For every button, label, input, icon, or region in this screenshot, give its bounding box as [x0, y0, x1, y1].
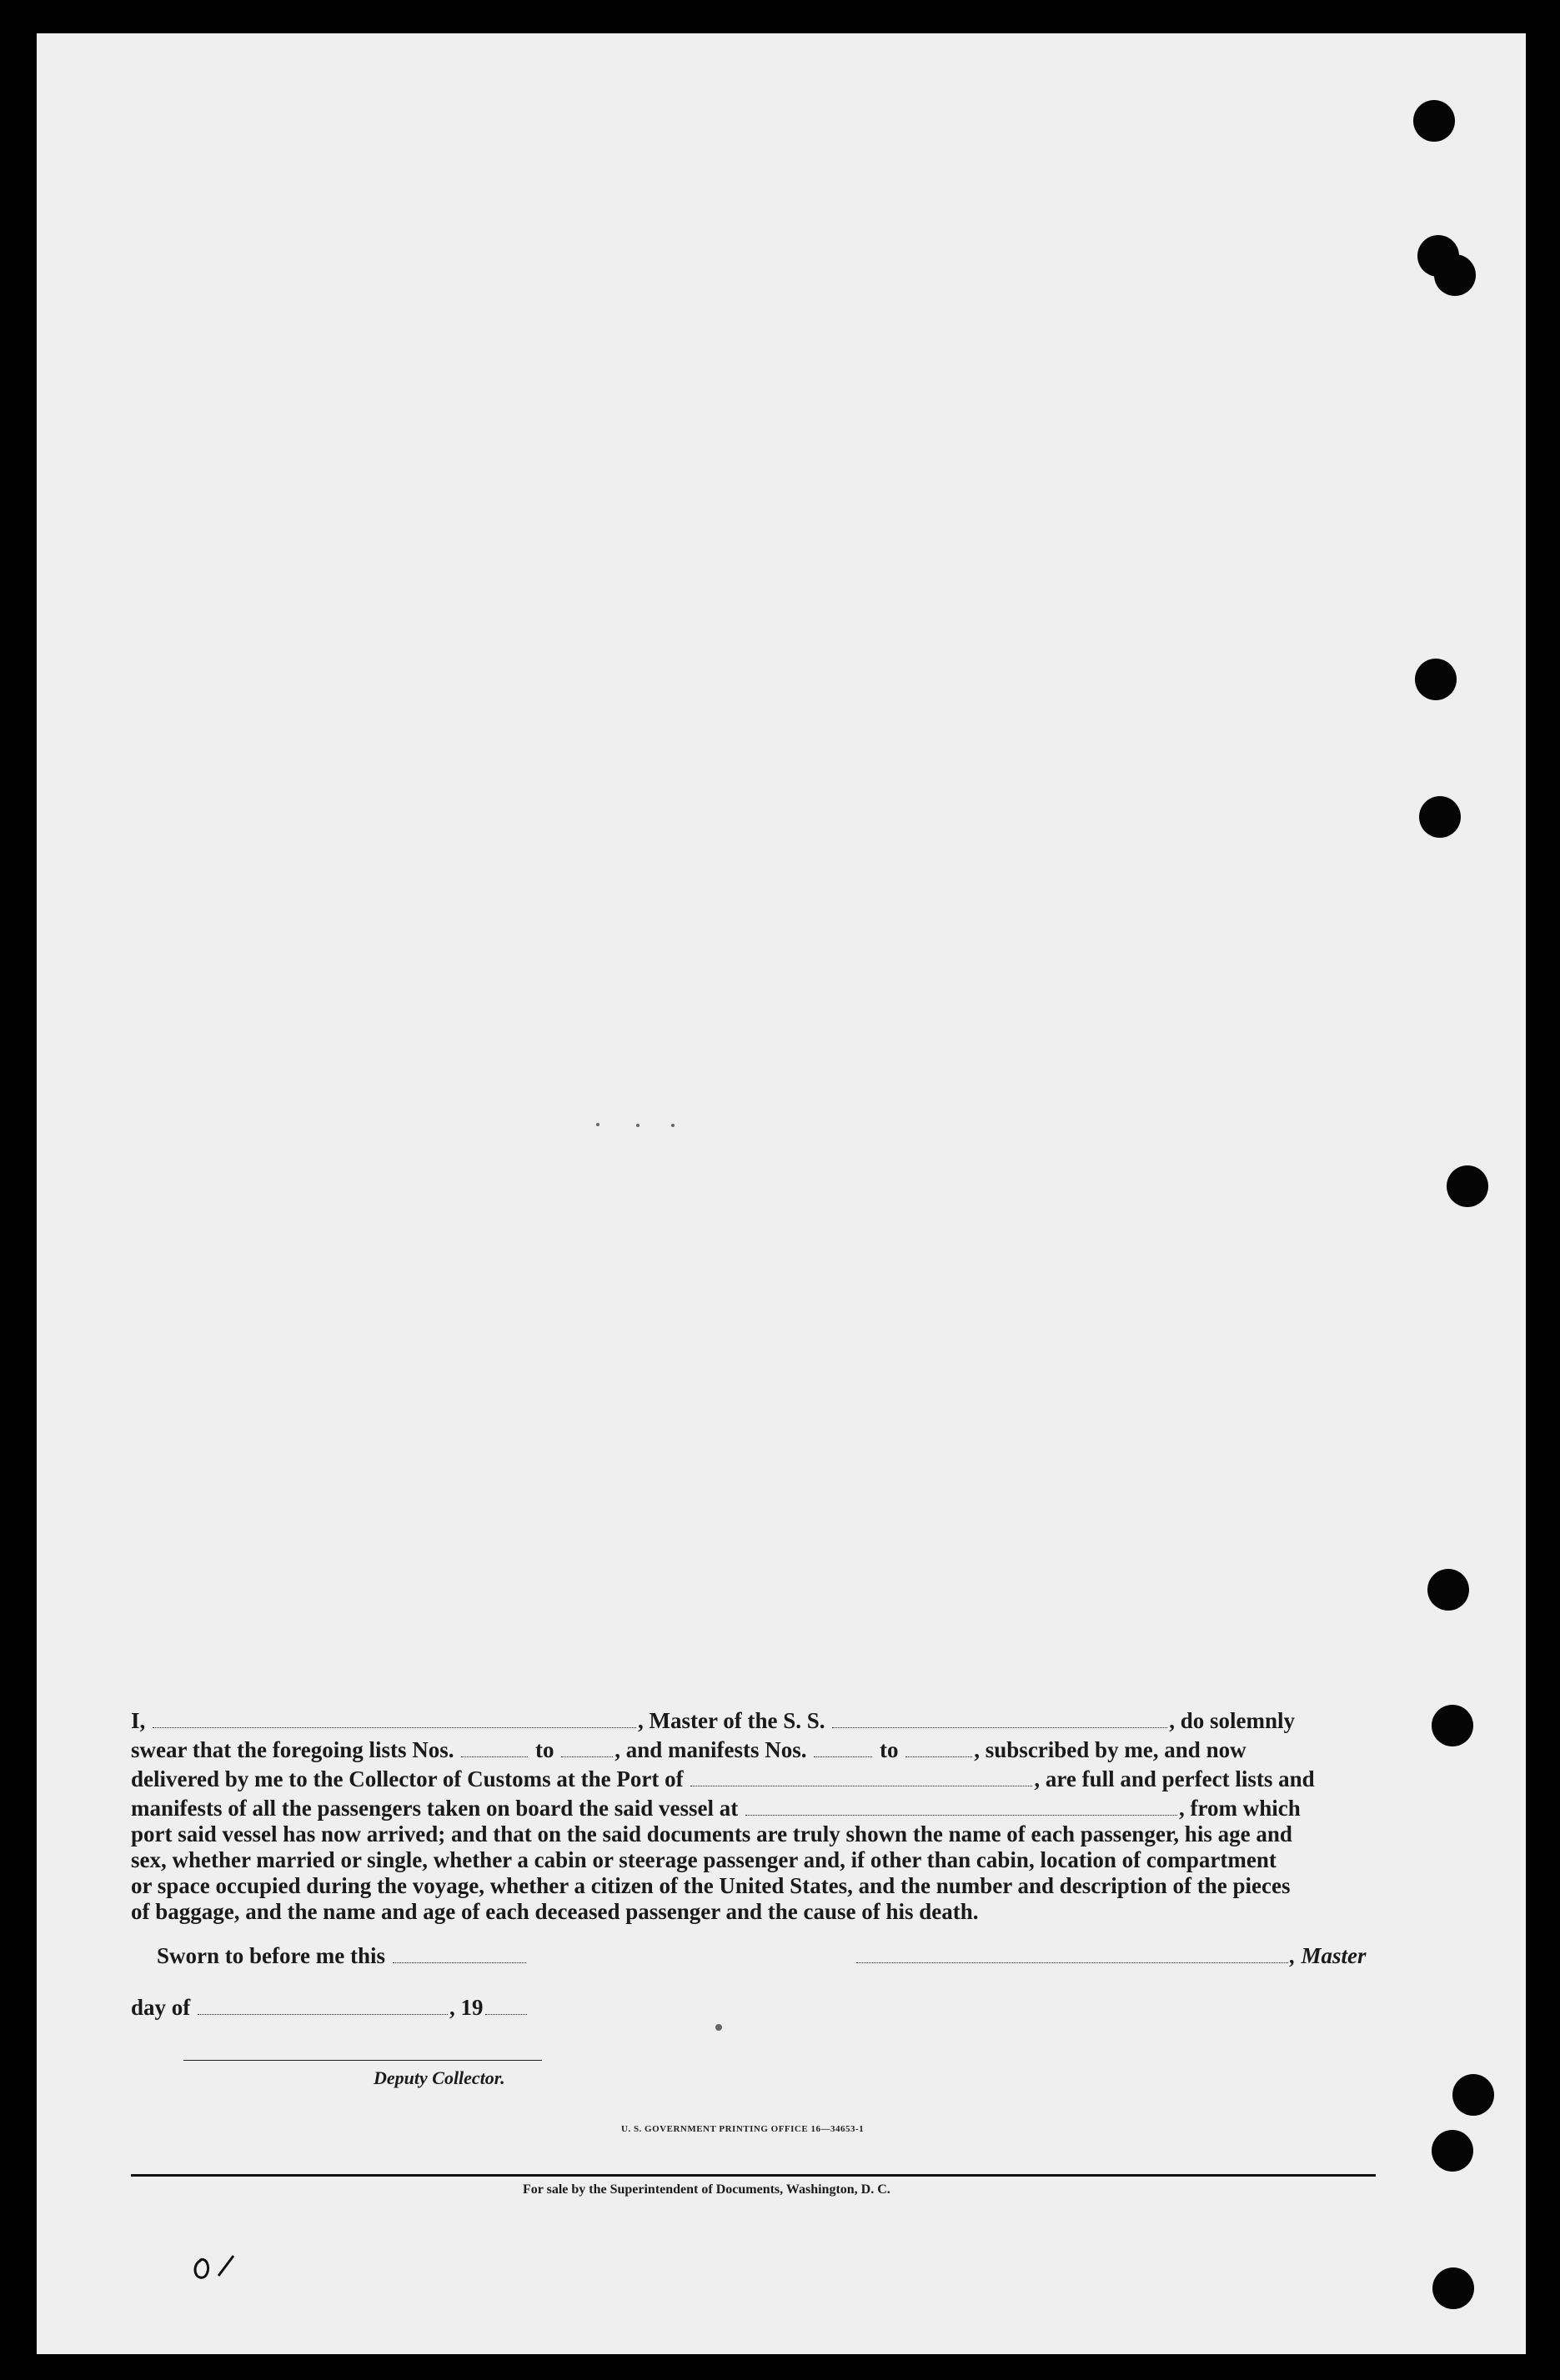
oath-text: swear that the foregoing lists Nos.: [131, 1737, 454, 1762]
binder-hole: [1434, 254, 1476, 296]
oath-line: port said vessel has now arrived; and that on the said documents are truly shown the name of each passenger, his age and: [131, 1821, 1292, 1846]
oath-text: manifests of all the passengers taken on board the said vessel at: [131, 1796, 739, 1821]
oath-text: , and manifests Nos.: [614, 1737, 807, 1762]
oath-line: sex, whether married or single, whether a cabin or steerage passenger and, if other than cabin, location of compartment: [131, 1847, 1277, 1872]
printing-office-imprint: U. S. GOVERNMENT PRINTING OFFICE 16—34653-1: [621, 2124, 865, 2134]
master-signature-field[interactable]: [856, 1940, 1288, 1963]
oath-text: , from which: [1179, 1796, 1301, 1821]
sworn-label: Sworn to before me this: [157, 1943, 385, 1968]
deputy-collector-label: Deputy Collector.: [374, 2067, 505, 2088]
day-of-line: [131, 1992, 529, 2021]
manifests-to-field[interactable]: [905, 1734, 972, 1757]
oath-line: [131, 1763, 1376, 1792]
year-prefix: , 19: [449, 1995, 484, 2020]
binder-hole: [1432, 1705, 1473, 1746]
speck: [636, 1124, 640, 1127]
port-field[interactable]: [690, 1763, 1032, 1786]
master-signature-line: [855, 1940, 1367, 1969]
master-name-field[interactable]: [153, 1705, 636, 1728]
oath-line: [131, 1705, 1376, 1734]
oath-text: , are full and perfect lists and: [1034, 1766, 1315, 1791]
year-field[interactable]: [485, 1992, 527, 2015]
binder-hole: [1447, 1165, 1488, 1207]
lists-from-field[interactable]: [461, 1734, 528, 1757]
oath-text: , do solemnly: [1169, 1708, 1296, 1733]
speck: [596, 1123, 599, 1126]
day-label: day of: [131, 1995, 191, 2020]
binder-hole: [1452, 2074, 1494, 2116]
binder-hole: [1427, 1569, 1469, 1611]
binder-hole: [1432, 2130, 1473, 2172]
oath-line: or space occupied during the voyage, whether a citizen of the United States, and the number and description of the pieces: [131, 1873, 1291, 1898]
speck: [715, 2024, 722, 2031]
departure-port-field[interactable]: [745, 1792, 1177, 1816]
manifests-from-field[interactable]: [814, 1734, 872, 1757]
master-oath-paragraph: [131, 1705, 1376, 1925]
oath-text: I,: [131, 1708, 146, 1733]
sworn-before-line: [157, 1940, 528, 1969]
oath-text: delivered by me to the Collector of Customs at the Port of: [131, 1766, 684, 1791]
oath-line: [131, 1734, 1376, 1763]
oath-text: , subscribed by me, and now: [974, 1737, 1246, 1762]
oath-text: to: [880, 1737, 899, 1762]
deputy-signature-rule[interactable]: [183, 2060, 542, 2061]
lists-to-field[interactable]: [561, 1734, 613, 1757]
binder-hole: [1413, 100, 1455, 142]
speck: [671, 1124, 675, 1127]
bottom-divider: [131, 2174, 1376, 2177]
binder-hole: [1419, 796, 1461, 838]
sworn-day-field[interactable]: [393, 1940, 526, 1963]
oath-text: , Master of the S. S.: [638, 1708, 825, 1733]
handwritten-mark: [190, 2251, 240, 2291]
oath-text: to: [534, 1737, 554, 1762]
binder-hole: [1432, 2267, 1474, 2309]
binder-hole: [1415, 659, 1457, 700]
oath-line: [131, 1792, 1376, 1821]
sale-notice: For sale by the Superintendent of Documents, Washington, D. C.: [523, 2182, 890, 2197]
master-label: , Master: [1290, 1943, 1367, 1968]
month-field[interactable]: [198, 1992, 448, 2015]
vessel-name-field[interactable]: [832, 1705, 1167, 1728]
oath-line: of baggage, and the name and age of each deceased passenger and the cause of his death.: [131, 1899, 979, 1924]
